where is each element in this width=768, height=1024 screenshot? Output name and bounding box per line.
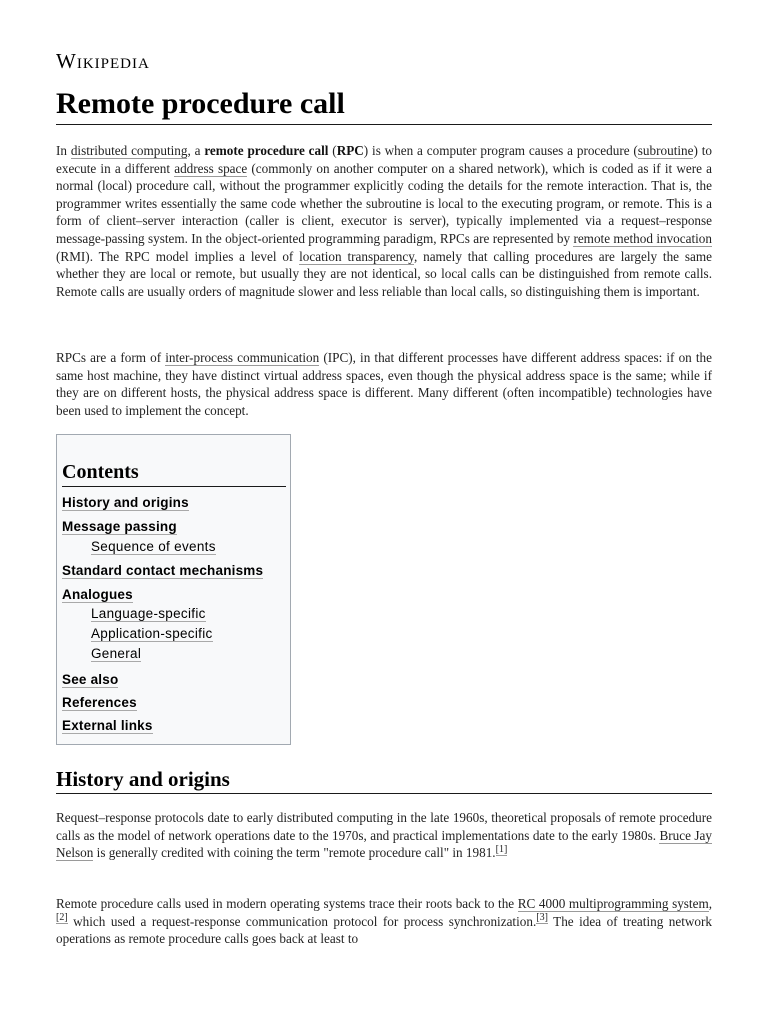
toc-label: External links [62, 718, 153, 733]
toc-title: Contents [62, 460, 286, 487]
text: In [56, 143, 71, 158]
toc-item-general[interactable] [91, 646, 141, 662]
text: Request–response protocols date to early distributed computing in the late 1960s, theoretical proposals of remote procedure calls as the model of network operations date to the 1970s, and practical implementations date to the early 1980s. [56, 810, 712, 843]
toc-item-language-specific[interactable] [91, 606, 206, 622]
link-inter-process-communication[interactable]: inter-process communication [165, 350, 320, 365]
text: (IPC), in that different processes have different address spaces: if on the same host machine, they have distinct virtual address spaces, even though the physical address space is the same; while if they are on different hosts, the physical address space is different. Many different (often incompatible) technologies have been used to implement the concept. [56, 350, 712, 418]
text: (commonly on another computer on a shared network), which is coded as if it were a normal (local) procedure call, without the programmer explicitly coding the details for the remote interaction. That is, the programmer writes essentially the same code whether the subroutine is local to the executing program, or remote. This is a form of client–server interaction (caller is client, executor is server), typically implemented via a request–response message-passing system. In the object-oriented programming paradigm, RPCs are represented by [56, 160, 712, 246]
section-heading-history: History and origins [56, 766, 712, 794]
text: which used a request-response communication protocol for process synchronization. [67, 913, 537, 929]
citation-3[interactable]: [3] [536, 912, 548, 924]
toc-label: Message passing [62, 519, 177, 534]
toc-item-standard-contact-mechanisms[interactable] [62, 563, 263, 579]
text: Remote procedure calls used in modern operating systems trace their roots back to the [56, 896, 518, 911]
text: is generally credited with coining the term "remote procedure call" in 1981. [93, 845, 496, 861]
link-distributed-computing[interactable]: distributed computing [70, 143, 188, 158]
text: (RMI). The RPC model implies a level of [56, 248, 300, 264]
text: ( [328, 143, 337, 158]
text: , namely that calling procedures are largely the same whether they are local or remote, but usually they are not identical, so local calls can be distinguished from remote calls. Remote calls are usually orders of magnitude slower and less reliable than local calls, so distinguishing them is important. [56, 248, 712, 299]
page-title: Remote procedure call [56, 84, 712, 125]
citation-1[interactable]: [1] [495, 843, 508, 855]
text: ) is when a computer program causes a procedure ( [363, 143, 638, 158]
toc-item-history-and-origins[interactable] [62, 495, 189, 511]
link-remote-method-invocation[interactable]: remote method invocation [573, 230, 712, 246]
link-subroutine[interactable]: subroutine [637, 143, 694, 158]
text: The idea of treating network operations as remote procedure calls goes back at least to [56, 913, 712, 947]
link-address-space[interactable]: address space [174, 160, 248, 176]
citation-ref[interactable] [56, 912, 68, 924]
toc-label: Language-specific [91, 606, 206, 621]
history-paragraph-2 [56, 895, 712, 948]
toc-item-message-passing[interactable] [62, 519, 177, 535]
toc-label: Sequence of events [91, 539, 216, 554]
text: ) to execute in a different [56, 143, 712, 176]
toc-item-see-also[interactable] [62, 672, 118, 688]
toc-label: See also [62, 672, 119, 687]
toc-label: References [62, 695, 137, 710]
history-paragraph-1 [56, 809, 712, 862]
link-location-transparency[interactable]: location transparency [299, 248, 414, 264]
toc-item-references[interactable] [62, 695, 137, 711]
table-of-contents [56, 434, 291, 745]
link-rc-4000[interactable]: RC 4000 multiprogramming system [517, 896, 709, 911]
bold-term: remote procedure call [204, 143, 329, 158]
toc-label: General [91, 646, 142, 661]
citation-2[interactable]: [2] [56, 912, 68, 924]
toc-label: Analogues [62, 587, 133, 602]
text: , a [187, 143, 205, 158]
citation-ref[interactable] [536, 912, 548, 924]
text: , [708, 896, 712, 911]
link-bruce-jay-nelson[interactable]: Bruce Jay Nelson [56, 827, 712, 861]
wikipedia-wordmark[interactable]: Wikipedia [56, 49, 150, 73]
toc-label: History and origins [62, 495, 189, 510]
text: RPCs are a form of [56, 350, 166, 365]
toc-label: Application-specific [91, 626, 213, 641]
intro-paragraph-1 [56, 142, 712, 300]
citation-ref[interactable] [496, 844, 508, 856]
toc-label: Standard contact mechanisms [62, 563, 264, 578]
toc-item-application-specific[interactable] [91, 626, 213, 642]
toc-item-external-links[interactable] [62, 718, 153, 734]
bold-abbrev: RPC [336, 143, 364, 158]
toc-item-analogues[interactable] [62, 587, 133, 603]
intro-paragraph-2 [56, 349, 712, 419]
toc-item-sequence-of-events[interactable] [91, 539, 216, 555]
